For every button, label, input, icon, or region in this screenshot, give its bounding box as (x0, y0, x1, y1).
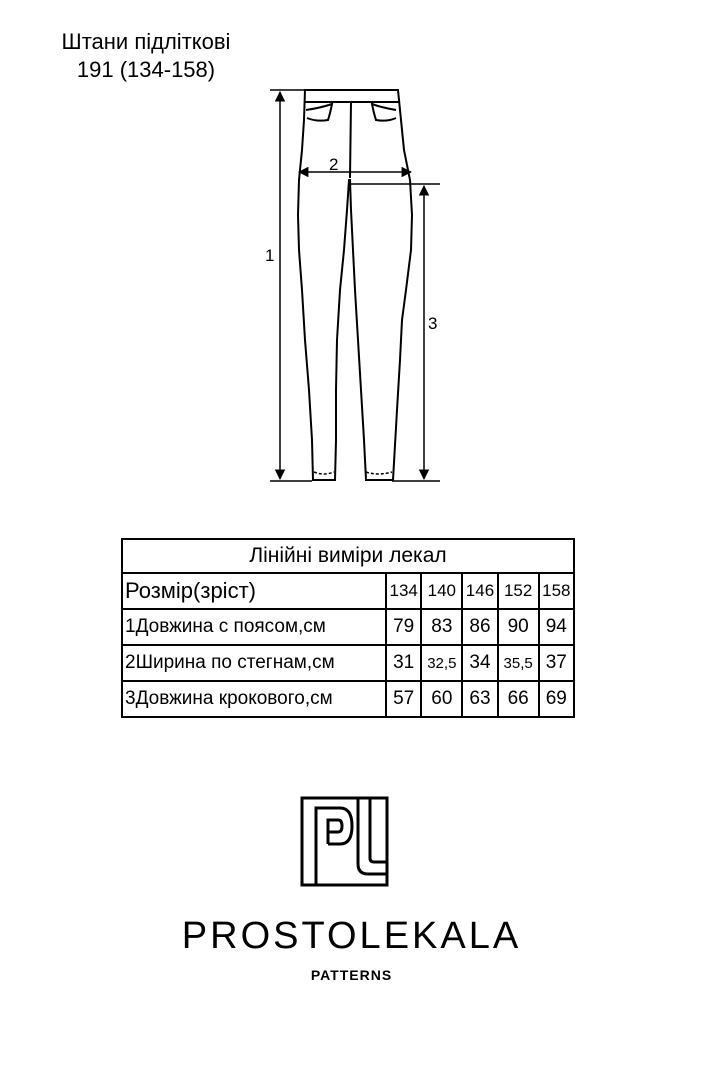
measure-1-line (270, 90, 312, 481)
table-cell: 31 (386, 645, 421, 681)
table-row (122, 609, 574, 645)
table-row (122, 681, 574, 717)
table-cell: 69 (539, 681, 574, 717)
table-cell: 63 (462, 681, 497, 717)
table-cell: 79 (386, 609, 421, 645)
row-label: 3Довжина крокового,см (122, 681, 386, 717)
table-caption: Лінійні виміри лекал (122, 539, 574, 573)
header-label: Розмір(зріст) (122, 573, 386, 609)
measure-3-label: 3 (428, 314, 438, 333)
brand-name: PROSTOLEKALA (181, 915, 522, 957)
table-caption-row (122, 539, 574, 573)
measure-2-label: 2 (329, 155, 339, 174)
table-header-row (122, 573, 574, 609)
brand-logo-icon (300, 796, 390, 888)
measure-1-label: 1 (265, 246, 275, 265)
table-cell: 94 (539, 609, 574, 645)
table-cell: 83 (421, 609, 462, 645)
table-cell: 57 (386, 681, 421, 717)
row-label: 1Довжина с поясом,см (122, 609, 386, 645)
size-header: 134 (386, 573, 421, 609)
size-header: 146 (462, 573, 497, 609)
table-cell: 66 (498, 681, 539, 717)
title-line-2: 191 (134-158) (76, 57, 216, 82)
size-header: 152 (498, 573, 539, 609)
table-cell: 37 (539, 645, 574, 681)
trousers-outline (298, 90, 412, 480)
table-cell: 90 (498, 609, 539, 645)
table-cell: 34 (462, 645, 497, 681)
table-row (122, 645, 574, 681)
trousers-diagram (0, 0, 703, 520)
table-cell: 60 (421, 681, 462, 717)
row-label: 2Ширина по стегнам,см (122, 645, 386, 681)
size-header: 158 (539, 573, 574, 609)
measurements-table (121, 538, 575, 718)
brand-subtitle: PATTERNS (310, 967, 393, 983)
size-header: 140 (421, 573, 462, 609)
table-cell: 32,5 (421, 645, 462, 681)
table-cell: 35,5 (498, 645, 539, 681)
table-cell: 86 (462, 609, 497, 645)
title-line-1: Штани підліткові (61, 29, 231, 54)
